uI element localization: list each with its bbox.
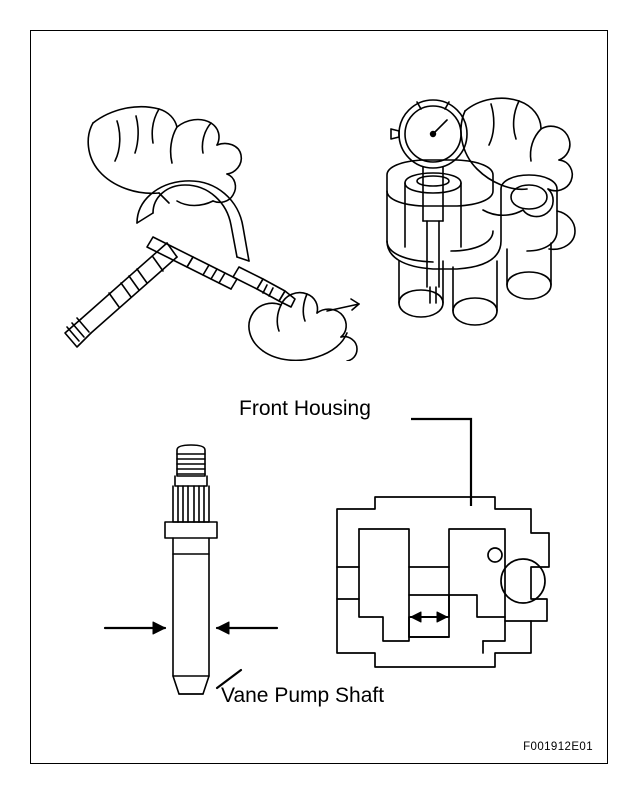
front-housing-label: Front Housing <box>239 397 371 420</box>
figure-code: F001912E01 <box>523 741 593 753</box>
figure-frame <box>30 30 608 764</box>
micrometer-measuring-shaft-illustration <box>41 61 361 361</box>
front-housing-section-diagram <box>299 471 569 681</box>
vane-pump-shaft-label: Vane Pump Shaft <box>221 684 385 707</box>
vane-pump-shaft-diagram <box>91 426 281 706</box>
dial-indicator-on-housing-illustration <box>361 71 599 371</box>
